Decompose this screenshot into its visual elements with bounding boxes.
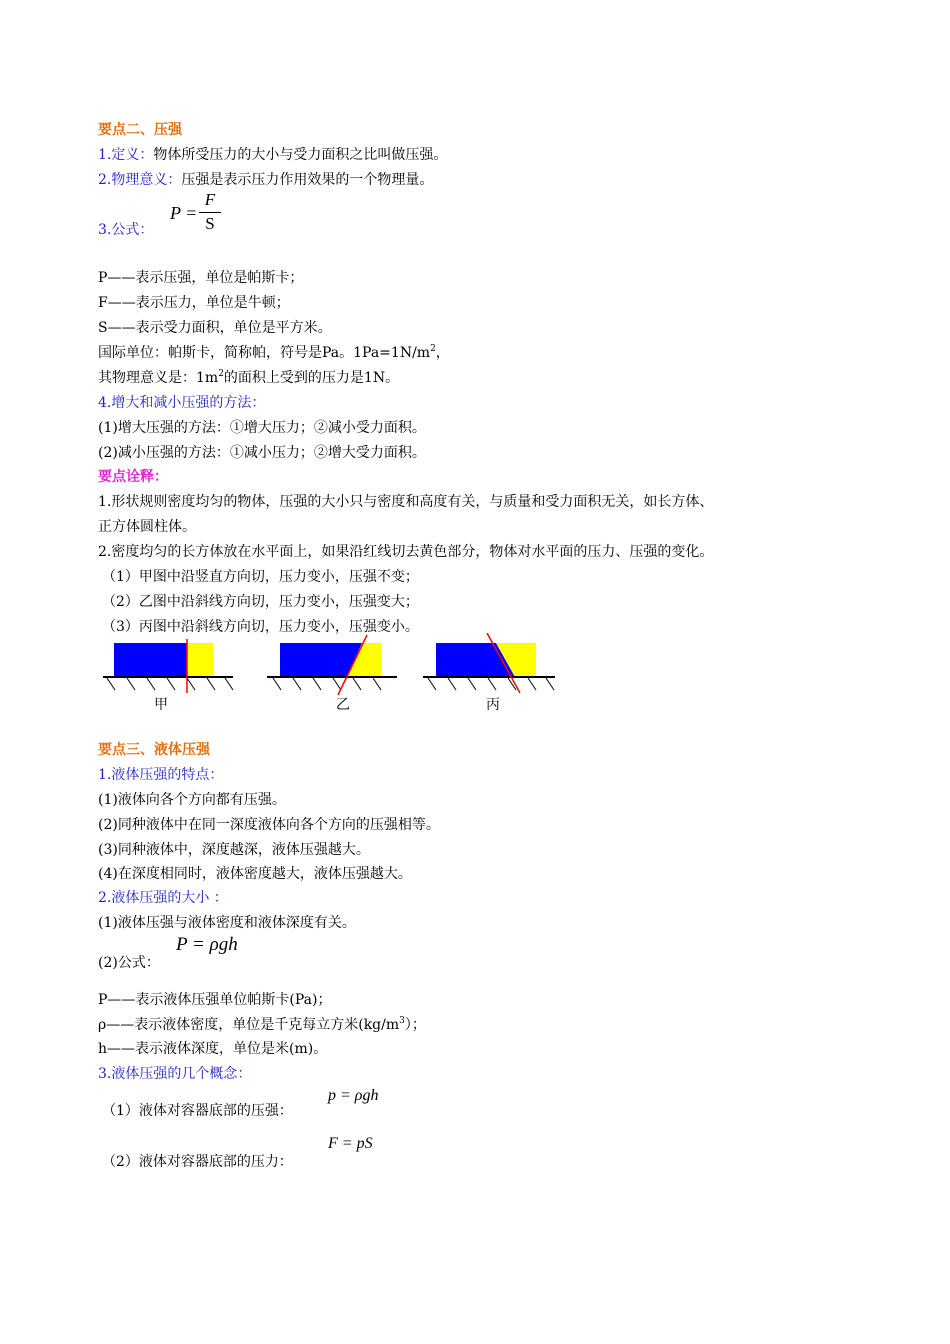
yi-label: 乙	[336, 697, 350, 713]
unit-meaning-line: 其物理意义是：$1m^2$的面积上受到的压力是1N。	[98, 369, 400, 386]
method-decrease: (2)减小压强的方法：①减小压力；②增大受力面积。	[98, 445, 426, 461]
method-increase: (1)增大压强的方法：①增大压力；②减小受力面积。	[98, 420, 426, 436]
note-1-line-2: 正方体圆柱体。	[98, 519, 196, 535]
feature-2: (2)同种液体中在同一深度液体向各个方向的压强相等。	[98, 817, 440, 833]
section2-title: 要点二、压强	[98, 122, 182, 138]
liquid-var-h: h——表示液体深度，单位是米(m)。	[98, 1041, 328, 1057]
pressure-formula-lhs: P =	[170, 203, 198, 223]
cut-block-diagram	[95, 633, 565, 713]
size-title: 2.液体压强的大小 ：	[98, 890, 228, 906]
definition-label: 1.定义：	[98, 147, 154, 163]
liquid-var-rho: ρ——表示液体密度，单位是千克每立方米$(kg/m^3)$；	[98, 1016, 426, 1033]
size-line-1: (1)液体压强与液体密度和液体深度有关。	[98, 915, 356, 931]
liquid-pressure-formula: P = ρgh	[176, 934, 238, 955]
var-s-line: S——表示受力面积，单位是平方米。	[98, 320, 332, 336]
case-2: （2）乙图中沿斜线方向切，压力变小，压强变大；	[102, 594, 419, 610]
feature-3: (3)同种液体中，深度越深，液体压强越大。	[98, 842, 370, 858]
size-formula-label: (2)公式：	[98, 955, 160, 971]
physical-meaning-text: 压强是表示压力作用效果的一个物理量。	[181, 172, 434, 188]
liquid-var-p: P——表示液体压强单位帕斯卡(Pa)；	[98, 992, 332, 1008]
case-1: （1）甲图中沿竖直方向切，压力变小，压强不变；	[102, 569, 419, 585]
var-f-line: F——表示压力，单位是牛顿；	[98, 295, 290, 311]
note-2: 2.密度均匀的长方体放在水平面上，如果沿红线切去黄色部分，物体对水平面的压力、压强的变化。	[98, 544, 714, 560]
si-unit-line: 国际单位：帕斯卡，简称帕，符号是Pa。$1Pa=1N/m^2$，	[98, 344, 450, 361]
feature-4: (4)在深度相同时，液体密度越大，液体压强越大。	[98, 866, 412, 882]
formula-label: 3.公式：	[98, 222, 154, 238]
figure-bing	[423, 633, 555, 713]
features-title: 1.液体压强的特点：	[98, 767, 224, 783]
bing-label: 丙	[486, 697, 500, 713]
jia-blue-block	[114, 643, 187, 677]
bing-hatch	[428, 678, 554, 690]
var-p-line: P——表示压强，单位是帕斯卡；	[98, 270, 304, 286]
physical-meaning-label: 2.物理意义：	[98, 172, 182, 188]
fraction-bar	[199, 212, 221, 213]
definition-line	[98, 145, 447, 165]
physical-meaning-line	[98, 170, 433, 190]
pressure-formula-numerator: F	[204, 190, 216, 209]
concepts-title: 3.液体压强的几个概念：	[98, 1066, 252, 1082]
bottom-force-formula: F = pS	[328, 1135, 373, 1152]
methods-title: 4.增大和减小压强的方法：	[98, 395, 266, 411]
concept-2-label: （2）液体对容器底部的压力：	[102, 1154, 293, 1170]
figure-jia	[103, 639, 233, 713]
feature-1: (1)液体向各个方向都有压强。	[98, 792, 286, 808]
bottom-pressure-formula: p = ρgh	[328, 1087, 379, 1104]
jia-label: 甲	[154, 697, 168, 713]
jia-hatch	[107, 678, 233, 690]
note-1-line-1: 1.形状规则密度均匀的物体，压强的大小只与密度和高度有关，与质量和受力面积无关，如长方体、	[98, 494, 714, 510]
figure-yi	[267, 635, 397, 713]
concept-1-label: （1）液体对容器底部的压强：	[102, 1103, 293, 1119]
notes-title: 要点诠释：	[98, 469, 168, 485]
case-3: （3）丙图中沿斜线方向切，压力变小，压强变小。	[102, 619, 419, 635]
jia-yellow-part	[187, 643, 213, 677]
definition-text: 物体所受压力的大小与受力面积之比叫做压强。	[153, 147, 448, 163]
pressure-formula-denominator: S	[205, 214, 215, 233]
section3-title: 要点三、液体压强	[98, 742, 210, 758]
yi-hatch	[273, 678, 381, 690]
